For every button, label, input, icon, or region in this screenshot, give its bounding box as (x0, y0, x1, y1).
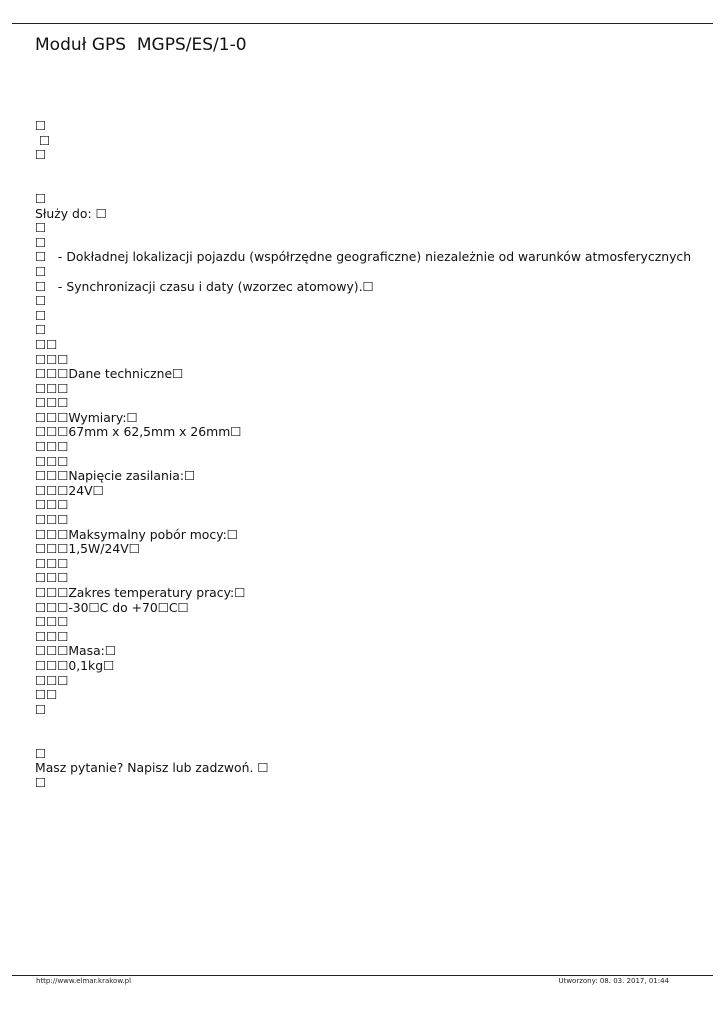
blank-line (35, 717, 715, 732)
text-line: ☐☐☐Masa:☐ (35, 643, 116, 659)
text-line: ☐☐☐1,5W/24V☐ (35, 541, 140, 557)
text-line: ☐ (35, 307, 47, 323)
text-line: ☐☐☐-30☐C do +70☐C☐ (35, 599, 189, 615)
text-line: ☐☐☐ (35, 351, 69, 367)
text-line: ☐☐☐0,1kg☐ (35, 657, 115, 673)
blank-line (35, 177, 715, 192)
text-line: ☐☐☐Maksymalny pobór mocy:☐ (35, 526, 238, 542)
text-line: ☐ (35, 118, 47, 133)
text-line: ☐☐☐ (35, 628, 69, 644)
text-line: ☐☐☐ (35, 614, 69, 630)
text-line: ☐☐☐ (35, 380, 69, 396)
text-line: ☐☐☐ (35, 453, 69, 469)
footer-rule (12, 975, 713, 976)
text-line: ☐ (35, 132, 51, 148)
text-line: ☐☐ (35, 687, 58, 703)
text-line: ☐ (35, 322, 47, 338)
footer-created-date: Utworzony: 08. 03. 2017, 01:44 (558, 977, 669, 985)
text-line: ☐☐☐Wymiary:☐ (35, 409, 138, 425)
text-line: Służy do: ☐ (35, 205, 107, 221)
text-line: ☐☐ (35, 336, 58, 352)
text-line: ☐☐☐ (35, 512, 69, 528)
text-line: ☐ (35, 774, 47, 790)
blank-line (35, 163, 715, 178)
text-line: ☐ (35, 147, 47, 163)
header-rule (12, 23, 713, 24)
text-line: ☐☐☐ (35, 555, 69, 571)
text-line: ☐☐☐ (35, 439, 69, 455)
text-line: Masz pytanie? Napisz lub zadzwoń. ☐ (35, 760, 269, 776)
text-line: ☐☐☐24V☐ (35, 482, 104, 498)
text-line: ☐ (35, 745, 47, 761)
footer-url[interactable]: http://www.elmar.krakow.pl (36, 977, 132, 985)
document-body (35, 119, 715, 790)
text-line: ☐☐☐Dane techniczne☐ (35, 366, 184, 382)
text-line: ☐ (35, 190, 47, 206)
text-line: ☐ (35, 293, 47, 309)
text-line: ☐☐☐ (35, 395, 69, 411)
text-line: ☐☐☐ (35, 570, 69, 586)
text-line: ☐ (35, 220, 47, 236)
text-line: ☐☐☐Zakres temperatury pracy:☐ (35, 585, 246, 600)
text-line: ☐☐☐ (35, 672, 69, 688)
blank-line (35, 732, 715, 747)
text-line: ☐ (35, 701, 47, 717)
text-line: ☐☐☐67mm x 62,5mm x 26mm☐ (35, 424, 242, 440)
page-title: Moduł GPS MGPS/ES/1-0 (35, 35, 247, 55)
text-line: ☐ - Dokładnej lokalizacji pojazdu (współrzędne geograficzne) niezależnie od warunków atmosferycznych (35, 249, 692, 265)
text-line: ☐ (35, 234, 47, 250)
text-line: ☐☐☐Napięcie zasilania:☐ (35, 468, 196, 484)
text-line: ☐ (35, 263, 47, 279)
text-line: ☐☐☐ (35, 497, 69, 513)
text-line: ☐ - Synchronizacji czasu i daty (wzorzec atomowy).☐ (35, 278, 374, 294)
